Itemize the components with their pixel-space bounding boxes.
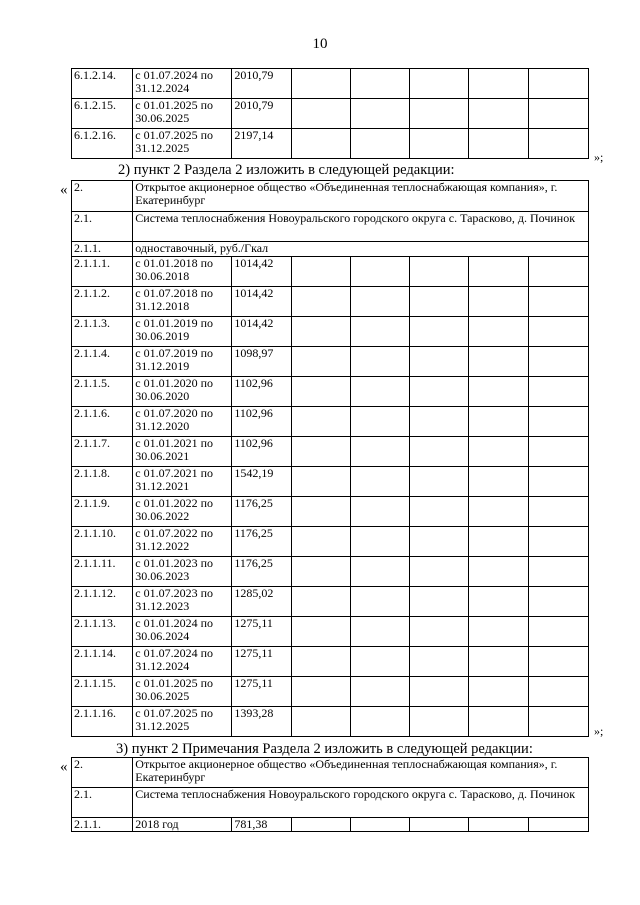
table-row bbox=[72, 587, 589, 617]
empty-cell bbox=[528, 407, 588, 437]
table-row bbox=[72, 377, 589, 407]
empty-cell bbox=[469, 69, 528, 99]
row-period: с 01.01.2019 по 30.06.2019 bbox=[133, 317, 232, 347]
empty-cell bbox=[350, 129, 409, 159]
row-num: 2.1.1.1. bbox=[72, 257, 133, 287]
empty-cell bbox=[291, 587, 350, 617]
row-period: с 01.01.2022 по 30.06.2022 bbox=[133, 497, 232, 527]
system-name: Система теплоснабжения Новоуральского городского округа с. Тарасково, д. Починок bbox=[133, 788, 589, 818]
empty-cell bbox=[350, 497, 409, 527]
empty-cell bbox=[350, 647, 409, 677]
row-period: с 01.01.2025 по 30.06.2025 bbox=[133, 677, 232, 707]
empty-cell bbox=[528, 557, 588, 587]
row-value: 1393,28 bbox=[232, 707, 291, 737]
empty-cell bbox=[528, 677, 588, 707]
empty-cell bbox=[350, 467, 409, 497]
empty-cell bbox=[469, 287, 528, 317]
row-period: с 01.07.2021 по 31.12.2021 bbox=[133, 467, 232, 497]
empty-cell bbox=[528, 69, 588, 99]
empty-cell bbox=[528, 377, 588, 407]
empty-cell bbox=[410, 377, 469, 407]
row-num: 2.1.1.15. bbox=[72, 677, 133, 707]
row-value: 1102,96 bbox=[232, 437, 291, 467]
empty-cell bbox=[350, 347, 409, 377]
org-name: Открытое акционерное общество «Объединенная теплоснабжающая компания», г. Екатеринбург bbox=[133, 181, 589, 212]
org-row bbox=[72, 758, 589, 788]
row-num: 6.1.2.15. bbox=[72, 99, 133, 129]
empty-cell bbox=[410, 707, 469, 737]
row-value: 2010,79 bbox=[232, 69, 291, 99]
open-quote-3: « bbox=[60, 759, 68, 775]
empty-cell bbox=[410, 647, 469, 677]
empty-cell bbox=[410, 437, 469, 467]
row-num: 2.1.1.10. bbox=[72, 527, 133, 557]
empty-cell bbox=[528, 99, 588, 129]
table-row bbox=[72, 617, 589, 647]
empty-cell bbox=[469, 257, 528, 287]
table-row bbox=[72, 527, 589, 557]
table-row bbox=[72, 677, 589, 707]
row-period: с 01.07.2020 по 31.12.2020 bbox=[133, 407, 232, 437]
empty-cell bbox=[291, 257, 350, 287]
org-row bbox=[72, 181, 589, 212]
empty-cell bbox=[469, 437, 528, 467]
table-row bbox=[72, 437, 589, 467]
tariff-table-section3 bbox=[71, 757, 589, 832]
row-num: 2.1.1.6. bbox=[72, 407, 133, 437]
row-period: с 01.01.2018 по 30.06.2018 bbox=[133, 257, 232, 287]
row-value: 781,38 bbox=[232, 818, 291, 832]
empty-cell bbox=[410, 317, 469, 347]
empty-cell bbox=[410, 257, 469, 287]
empty-cell bbox=[291, 377, 350, 407]
tariff-row bbox=[72, 242, 589, 257]
empty-cell bbox=[350, 257, 409, 287]
empty-cell bbox=[291, 647, 350, 677]
row-num: 2.1.1.2. bbox=[72, 287, 133, 317]
row-value: 1176,25 bbox=[232, 497, 291, 527]
empty-cell bbox=[291, 497, 350, 527]
row-num: 2.1.1.9. bbox=[72, 497, 133, 527]
empty-cell bbox=[469, 377, 528, 407]
system-name: Система теплоснабжения Новоуральского городского округа с. Тарасково, д. Починок bbox=[133, 212, 589, 242]
empty-cell bbox=[469, 647, 528, 677]
empty-cell bbox=[350, 527, 409, 557]
empty-cell bbox=[350, 677, 409, 707]
empty-cell bbox=[528, 587, 588, 617]
system-row bbox=[72, 212, 589, 242]
empty-cell bbox=[410, 557, 469, 587]
empty-cell bbox=[291, 287, 350, 317]
row-period: с 01.07.2024 по 31.12.2024 bbox=[133, 69, 232, 99]
row-num: 2.1.1.16. bbox=[72, 707, 133, 737]
row-value: 1014,42 bbox=[232, 257, 291, 287]
empty-cell bbox=[410, 677, 469, 707]
row-num: 2.1.1.12. bbox=[72, 587, 133, 617]
row-num: 2.1.1.4. bbox=[72, 347, 133, 377]
row-value: 1285,02 bbox=[232, 587, 291, 617]
row-value: 1014,42 bbox=[232, 287, 291, 317]
row-value: 1176,25 bbox=[232, 557, 291, 587]
empty-cell bbox=[469, 99, 528, 129]
system-num: 2.1. bbox=[72, 788, 133, 818]
tariff-table-continuation bbox=[71, 68, 589, 159]
row-period: с 01.07.2018 по 31.12.2018 bbox=[133, 287, 232, 317]
empty-cell bbox=[410, 99, 469, 129]
table-row bbox=[72, 69, 589, 99]
row-num: 2.1.1.13. bbox=[72, 617, 133, 647]
row-value: 1275,11 bbox=[232, 647, 291, 677]
table-row bbox=[72, 317, 589, 347]
org-num: 2. bbox=[72, 758, 133, 788]
empty-cell bbox=[528, 818, 588, 832]
empty-cell bbox=[528, 437, 588, 467]
empty-cell bbox=[469, 677, 528, 707]
empty-cell bbox=[469, 317, 528, 347]
row-value: 1098,97 bbox=[232, 347, 291, 377]
table-row bbox=[72, 407, 589, 437]
empty-cell bbox=[410, 129, 469, 159]
empty-cell bbox=[291, 467, 350, 497]
empty-cell bbox=[469, 407, 528, 437]
row-period: с 01.07.2024 по 31.12.2024 bbox=[133, 647, 232, 677]
closing-quote-2: »; bbox=[594, 724, 604, 738]
empty-cell bbox=[350, 407, 409, 437]
empty-cell bbox=[469, 818, 528, 832]
empty-cell bbox=[528, 617, 588, 647]
row-num: 2.1.1.8. bbox=[72, 467, 133, 497]
row-value: 1542,19 bbox=[232, 467, 291, 497]
empty-cell bbox=[469, 129, 528, 159]
empty-cell bbox=[350, 587, 409, 617]
row-num: 2.1.1. bbox=[72, 818, 133, 832]
empty-cell bbox=[410, 818, 469, 832]
empty-cell bbox=[291, 129, 350, 159]
empty-cell bbox=[291, 69, 350, 99]
row-value: 1014,42 bbox=[232, 317, 291, 347]
empty-cell bbox=[410, 617, 469, 647]
table-row bbox=[72, 467, 589, 497]
empty-cell bbox=[291, 317, 350, 347]
row-num: 2.1.1.3. bbox=[72, 317, 133, 347]
empty-cell bbox=[469, 617, 528, 647]
row-period: с 01.07.2025 по 31.12.2025 bbox=[133, 129, 232, 159]
row-num: 6.1.2.14. bbox=[72, 69, 133, 99]
empty-cell bbox=[410, 527, 469, 557]
system-num: 2.1. bbox=[72, 212, 133, 242]
row-num: 2.1.1.11. bbox=[72, 557, 133, 587]
table-row bbox=[72, 557, 589, 587]
empty-cell bbox=[469, 527, 528, 557]
empty-cell bbox=[291, 407, 350, 437]
empty-cell bbox=[291, 818, 350, 832]
empty-cell bbox=[528, 257, 588, 287]
empty-cell bbox=[410, 69, 469, 99]
empty-cell bbox=[469, 497, 528, 527]
empty-cell bbox=[291, 437, 350, 467]
org-num: 2. bbox=[72, 181, 133, 212]
table-row bbox=[72, 287, 589, 317]
empty-cell bbox=[528, 317, 588, 347]
empty-cell bbox=[350, 69, 409, 99]
empty-cell bbox=[350, 99, 409, 129]
tariff-name: одноставочный, руб./Гкал bbox=[133, 242, 589, 257]
empty-cell bbox=[291, 707, 350, 737]
empty-cell bbox=[410, 287, 469, 317]
empty-cell bbox=[350, 707, 409, 737]
table-row bbox=[72, 257, 589, 287]
empty-cell bbox=[291, 617, 350, 647]
section2-heading: 2) пункт 2 Раздела 2 изложить в следующей редакции: bbox=[118, 162, 455, 178]
table-row bbox=[72, 707, 589, 737]
row-period: с 01.01.2025 по 30.06.2025 bbox=[133, 99, 232, 129]
closing-quote-1: »; bbox=[594, 150, 604, 164]
empty-cell bbox=[410, 347, 469, 377]
row-value: 1102,96 bbox=[232, 377, 291, 407]
empty-cell bbox=[528, 347, 588, 377]
row-value: 1102,96 bbox=[232, 407, 291, 437]
empty-cell bbox=[350, 317, 409, 347]
empty-cell bbox=[469, 707, 528, 737]
empty-cell bbox=[469, 347, 528, 377]
system-row bbox=[72, 788, 589, 818]
empty-cell bbox=[291, 99, 350, 129]
empty-cell bbox=[528, 467, 588, 497]
empty-cell bbox=[291, 527, 350, 557]
empty-cell bbox=[350, 557, 409, 587]
row-period: с 01.01.2020 по 30.06.2020 bbox=[133, 377, 232, 407]
empty-cell bbox=[291, 677, 350, 707]
row-value: 1275,11 bbox=[232, 677, 291, 707]
row-period: с 01.07.2019 по 31.12.2019 bbox=[133, 347, 232, 377]
row-period: с 01.01.2024 по 30.06.2024 bbox=[133, 617, 232, 647]
empty-cell bbox=[410, 407, 469, 437]
empty-cell bbox=[528, 647, 588, 677]
row-period: с 01.07.2022 по 31.12.2022 bbox=[133, 527, 232, 557]
row-num: 6.1.2.16. bbox=[72, 129, 133, 159]
empty-cell bbox=[291, 347, 350, 377]
row-num: 2.1.1.5. bbox=[72, 377, 133, 407]
empty-cell bbox=[350, 377, 409, 407]
open-quote-2: « bbox=[60, 182, 68, 198]
row-num: 2.1.1.14. bbox=[72, 647, 133, 677]
section3-heading: 3) пункт 2 Примечания Раздела 2 изложить в следующей редакции: bbox=[116, 741, 533, 757]
tariff-num: 2.1.1. bbox=[72, 242, 133, 257]
row-period: 2018 год bbox=[133, 818, 232, 832]
empty-cell bbox=[528, 287, 588, 317]
row-period: с 01.01.2021 по 30.06.2021 bbox=[133, 437, 232, 467]
empty-cell bbox=[410, 467, 469, 497]
empty-cell bbox=[291, 557, 350, 587]
empty-cell bbox=[350, 818, 409, 832]
table-row bbox=[72, 129, 589, 159]
table-row bbox=[72, 818, 589, 832]
table-row bbox=[72, 347, 589, 377]
row-period: с 01.01.2023 по 30.06.2023 bbox=[133, 557, 232, 587]
table-row bbox=[72, 497, 589, 527]
empty-cell bbox=[469, 587, 528, 617]
tariff-table-section2 bbox=[71, 180, 589, 737]
empty-cell bbox=[528, 497, 588, 527]
row-period: с 01.07.2025 по 31.12.2025 bbox=[133, 707, 232, 737]
empty-cell bbox=[469, 557, 528, 587]
empty-cell bbox=[350, 617, 409, 647]
row-value: 2197,14 bbox=[232, 129, 291, 159]
table-row bbox=[72, 647, 589, 677]
org-name: Открытое акционерное общество «Объединенная теплоснабжающая компания», г. Екатеринбург bbox=[133, 758, 589, 788]
empty-cell bbox=[528, 527, 588, 557]
empty-cell bbox=[410, 497, 469, 527]
empty-cell bbox=[528, 129, 588, 159]
empty-cell bbox=[350, 437, 409, 467]
empty-cell bbox=[350, 287, 409, 317]
row-num: 2.1.1.7. bbox=[72, 437, 133, 467]
table-row bbox=[72, 99, 589, 129]
row-period: с 01.07.2023 по 31.12.2023 bbox=[133, 587, 232, 617]
empty-cell bbox=[410, 587, 469, 617]
empty-cell bbox=[469, 467, 528, 497]
page-number: 10 bbox=[312, 36, 328, 52]
row-value: 1275,11 bbox=[232, 617, 291, 647]
empty-cell bbox=[528, 707, 588, 737]
row-value: 1176,25 bbox=[232, 527, 291, 557]
row-value: 2010,79 bbox=[232, 99, 291, 129]
